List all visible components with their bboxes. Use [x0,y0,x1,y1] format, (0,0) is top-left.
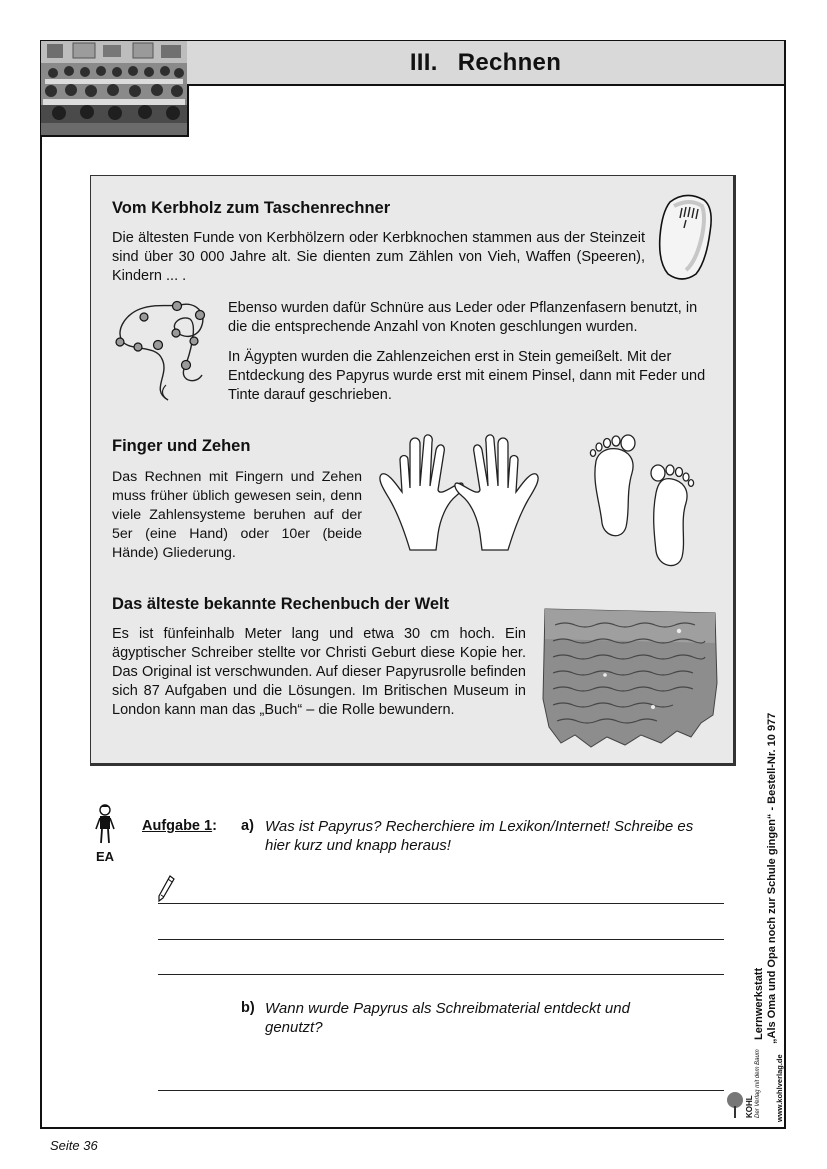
ea-badge: EA [96,849,115,864]
classroom-photo [41,41,189,137]
page-number: Seite 36 [50,1138,98,1153]
task-label-colon: : [212,818,217,834]
task-a-marker: a) [241,818,254,834]
answer-line-2[interactable] [158,939,724,940]
chapter-title: Rechnen [457,48,562,76]
section-heading-kerbholz: Vom Kerbholz zum Taschenrechner [112,199,391,217]
chapter-number: III. [409,48,438,76]
answer-line-3[interactable] [158,974,724,975]
pencil-icon [156,874,176,904]
kerbholz-paragraph-3: In Ägypten wurden die Zahlenzeichen erst in Stein gemeißelt. Mit der Entdeckung des Papyrus wurde erst mit einem Pinsel, dann mit Feder und Tinte darauf geschrieben. [228,349,706,403]
answer-line-1[interactable] [158,903,724,904]
task-a-text: Was ist Papyrus? Recherchiere im Lexikon/Internet! Schreibe es hier kurz und knapp heraus! [265,818,694,854]
task-label [142,818,217,834]
hands-illustration [374,430,554,554]
section-heading-finger: Finger und Zehen [112,437,251,455]
feet-illustration [582,433,702,573]
student-figure-icon [93,803,117,849]
publisher-url: www.kohlverlag.de [775,1054,784,1122]
publisher-logo [726,1049,761,1122]
bone-tally-illustration [656,192,714,282]
kerbholz-paragraph-1: Die ältesten Funde von Kerbhölzern oder Kerbknochen stammen aus der Steinzeit sind über 30 000 Jahre alt. Sie dienten zum Zählen von Vieh, Waffen (Speeren), Kindern ... . [112,230,645,284]
rechenbuch-paragraph: Es ist fünfeinhalb Meter lang und etwa 30 cm hoch. Ein ägyptischer Schreiber stellte vor Christi Geburt diese Kopie her. Das Original ist verschwunden. Auf dieser Papyrusrolle befinden sich 87 Aufgaben und die Lösungen. Im Britischen Museum in London kann man das „Buch“ – die Rolle bewundern. [112,626,526,718]
kerbholz-paragraph-2: Ebenso wurden dafür Schnüre aus Leder oder Pflanzenfasern benutzt, in die die entsprechende Anzahl von Knoten geschlungen wurden. [228,300,698,335]
tree-icon [726,1080,744,1120]
publisher-slogan: Der Verlag mit dem Baum [755,1049,761,1118]
section-heading-rechenbuch: Das älteste bekannte Rechenbuch der Welt [112,595,450,613]
task-label-text: Aufgabe 1 [142,818,213,834]
task-b-text: Wann wurde Papyrus als Schreibmaterial entdeckt und genutzt? [265,1000,630,1036]
classroom-photo-image [41,41,187,135]
sidebar-order-text: „Als Oma und Opa noch zur Schule gingen“ - Bestell-Nr. 10 977 [766,712,778,1044]
publisher-name: KOHL [745,1095,754,1118]
sidebar-title: Lernwerkstatt [753,967,765,1040]
finger-paragraph: Das Rechnen mit Fingern und Zehen muss früher üblich gewesen sein, denn viele Zahlensysteme beruhen auf der 5er (eine Hand) oder 10er (beide Hände) Gliederung. [112,469,362,561]
answer-line-4[interactable] [158,1090,724,1091]
knotted-cord-illustration [110,295,215,407]
papyrus-illustration [541,603,719,749]
task-b-marker: b) [241,1000,255,1016]
chapter-title-bar [187,41,784,86]
